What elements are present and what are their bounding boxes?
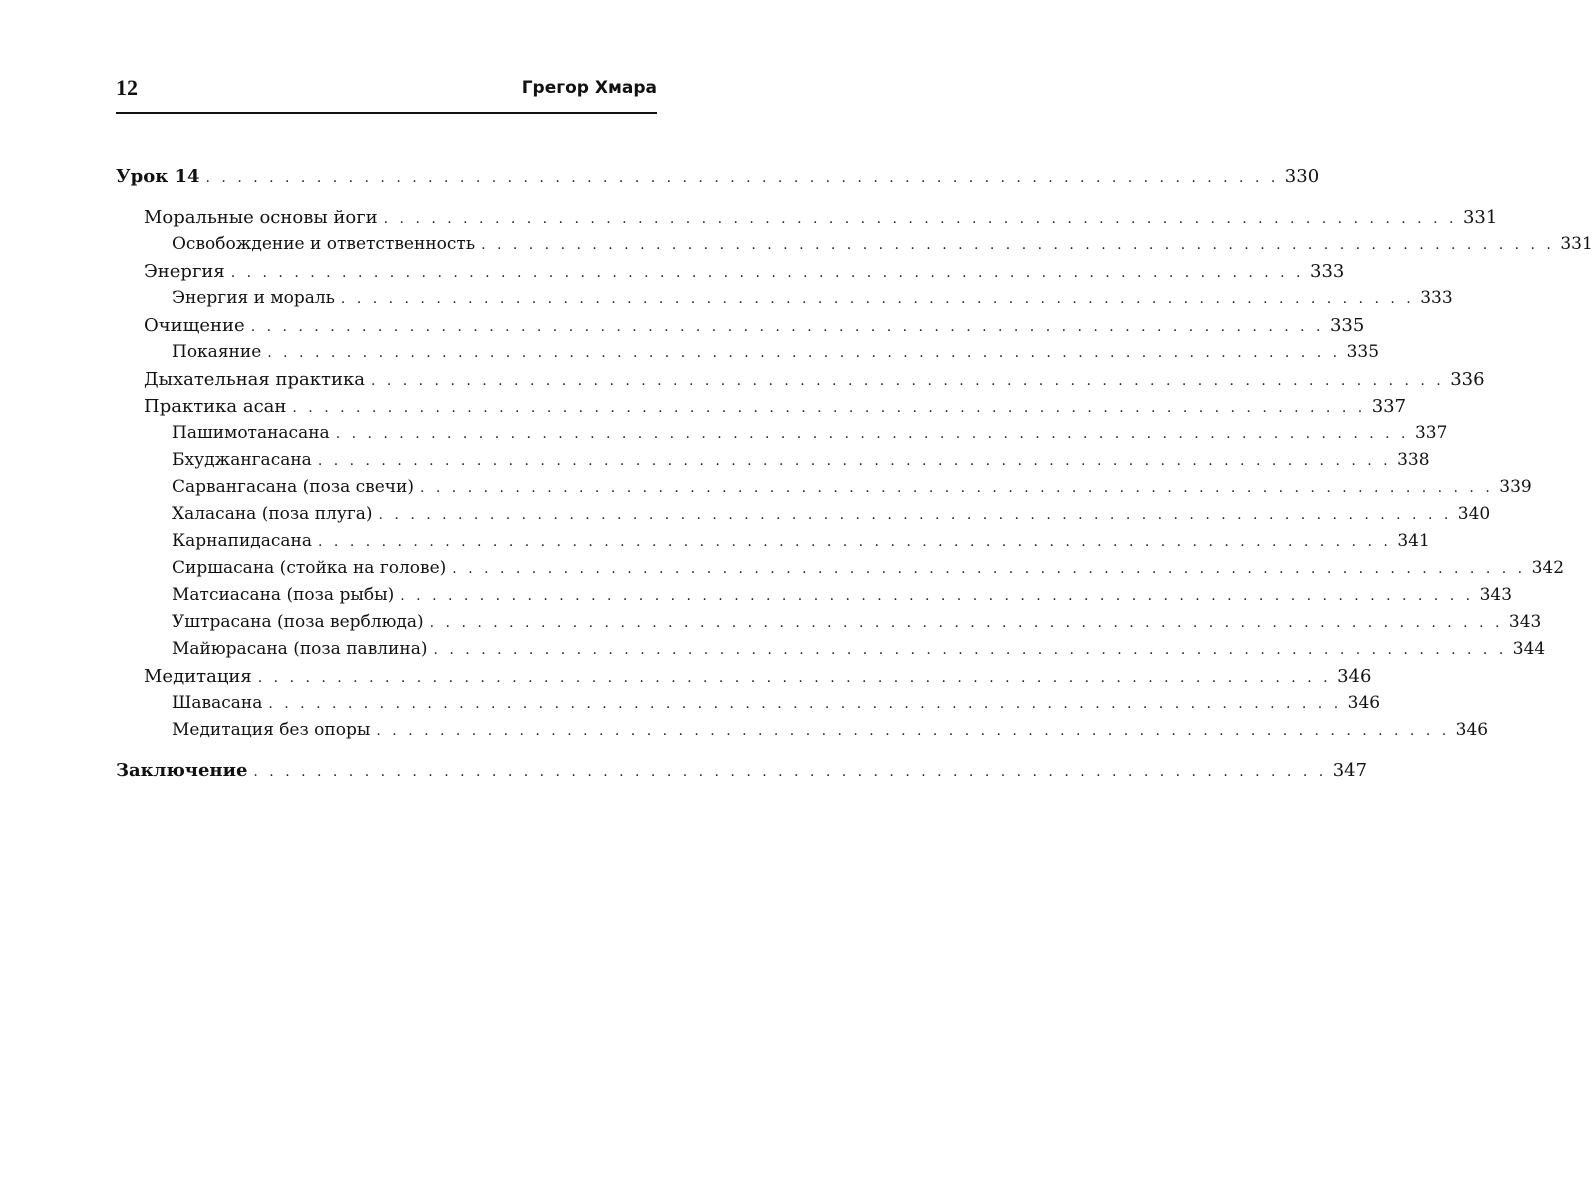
toc-entry-page: 331 xyxy=(1560,234,1593,254)
toc-dot-leader: . . . . . . . . . . . . . . . . . . . . . . . . . . . . . . . . . . . . . . . . . . . . . . . . . . . . . . . . . . . . . . . . . . . . xyxy=(257,670,1332,686)
toc-entry-page: 346 xyxy=(1337,666,1372,687)
toc-dot-leader: . . . . . . . . . . . . . . . . . . . . . . . . . . . . . . . . . . . . . . . . . . . . . . . . . . . . . . . . . . . . . . . . . . . . xyxy=(429,615,1503,631)
toc-entry-title: Заключение xyxy=(116,760,248,781)
toc-dot-leader: . . . . . . . . . . . . . . . . . . . . . . . . . . . . . . . . . . . . . . . . . . . . . . . . . . . . . . . . . . . . . . . . . . . . xyxy=(340,291,1415,307)
toc-dot-leader: . . . . . . . . . . . . . . . . . . . . . . . . . . . . . . . . . . . . . . . . . . . . . . . . . . . . . . . . . . . . . . . . . . . . xyxy=(268,696,1342,712)
toc-entry-energy-morality[interactable] xyxy=(116,285,1453,312)
toc-entry-title: Практика асан xyxy=(144,396,287,417)
toc-entry-page: 337 xyxy=(1371,396,1407,417)
toc-dot-leader: . . . . . . . . . . . . . . . . . . . . . . . . . . . . . . . . . . . . . . . . . . . . . . . . . . . . . . . . . . . . . . . . . . . . xyxy=(433,642,1507,658)
toc-entry-page: 337 xyxy=(1414,423,1448,443)
toc-entry-page: 344 xyxy=(1512,639,1546,659)
toc-entry-title: Энергия xyxy=(144,261,225,282)
toc-entry-breathing-practice[interactable] xyxy=(116,366,1485,393)
toc-entry-title: Очищение xyxy=(144,315,245,336)
toc-dot-leader: . . . . . . . . . . . . . . . . . . . . . . . . . . . . . . . . . . . . . . . . . . . . . . . . . . . . . . . . . . . . . . . . . . . . xyxy=(376,723,1450,739)
toc-dot-leader: . . . . . . . . . . . . . . . . . . . . . . . . . . . . . . . . . . . . . . . . . . . . . . . . . . . . . . . . . . . . . . . . . . . . xyxy=(400,588,1474,604)
toc-dot-leader: . . . . . . . . . . . . . . . . . . . . . . . . . . . . . . . . . . . . . . . . . . . . . . . . . . . . . . . . . . . . . . . . . . . . xyxy=(452,561,1526,577)
toc-dot-leader: . . . . . . . . . . . . . . . . . . . . . . . . . . . . . . . . . . . . . . . . . . . . . . . . . . . . . . . . . . . . . . . . . . . . xyxy=(292,400,1366,416)
running-head-author: Грегор Хмара xyxy=(521,78,657,98)
toc-entry-title: Покаяние xyxy=(172,342,262,362)
toc-dot-leader: . . . . . . . . . . . . . . . . . . . . . . . . . . . . . . . . . . . . . . . . . . . . . . . . . . . . . . . . . . . . . . . . . . . . xyxy=(317,453,1392,469)
toc-dot-leader: . . . . . . . . . . . . . . . . . . . . . . . . . . . . . . . . . . . . . . . . . . . . . . . . . . . . . . . . . . . . . . . . . . . . xyxy=(230,265,1305,281)
toc-entry-page: 330 xyxy=(1284,166,1320,187)
toc-dot-leader: . . . . . . . . . . . . . . . . . . . . . . . . . . . . . . . . . . . . . . . . . . . . . . . . . . . . . . . . . . . . . . . . . . . . xyxy=(481,237,1555,253)
toc-entry-page: 346 xyxy=(1347,693,1381,713)
toc-entry-page: 339 xyxy=(1499,477,1532,497)
toc-dot-leader: . . . . . . . . . . . . . . . . . . . . . . . . . . . . . . . . . . . . . . . . . . . . . . . . . . . . . . . . . . . . . . . . . . . . xyxy=(250,319,1324,335)
page-number: 12 xyxy=(116,75,138,100)
toc-entry-page: 346 xyxy=(1455,720,1489,740)
toc-entry-title: Энергия и мораль xyxy=(172,288,335,308)
toc-entry-liberation[interactable] xyxy=(116,231,1593,258)
toc-entry-title: Уштрасана (поза верблюда) xyxy=(172,612,424,632)
toc-dot-leader: . . . . . . . . . . . . . . . . . . . . . . . . . . . . . . . . . . . . . . . . . . . . . . . . . . . . . . . . . . . . . . . . . . . . xyxy=(335,426,1409,442)
toc-entry-title: Освобождение и ответственность xyxy=(172,234,476,254)
toc-entry-page: 336 xyxy=(1450,369,1485,390)
toc-entry-page: 341 xyxy=(1397,531,1430,551)
toc-entry-asana-practice[interactable] xyxy=(116,393,1407,420)
toc-dot-leader: . . . . . . . . . . . . . . . . . . . . . . . . . . . . . . . . . . . . . . . . . . . . . . . . . . . . . . . . . . . . . . . . . . . . xyxy=(267,345,1341,361)
toc-dot-leader: . . . . . . . . . . . . . . . . . . . . . . . . . . . . . . . . . . . . . . . . . . . . . . . . . . . . . . . . . . . . . . . . . . . . xyxy=(378,507,1452,523)
toc-entry-title: Урок 14 xyxy=(116,166,200,187)
toc-entry-title: Карнапидасана xyxy=(172,531,313,551)
toc-dot-leader: . . . . . . . . . . . . . . . . . . . . . . . . . . . . . . . . . . . . . . . . . . . . . . . . . . . . . . . . . . . . . . . . . . . . xyxy=(253,764,1327,780)
toc-entry-page: 335 xyxy=(1329,315,1365,336)
toc-entry-sarvangasana[interactable] xyxy=(116,474,1532,501)
toc-entry-lesson-14[interactable] xyxy=(116,162,1320,192)
toc-entry-title: Бхуджангасана xyxy=(172,450,312,470)
toc-entry-title: Шавасана xyxy=(172,693,263,713)
toc-entry-page: 340 xyxy=(1457,504,1491,524)
toc-entry-title: Моральные основы йоги xyxy=(144,207,378,228)
toc-entry-title: Сиршасана (стойка на голове) xyxy=(172,558,447,578)
toc-entry-title: Медитация xyxy=(144,666,252,687)
toc-dot-leader: . . . . . . . . . . . . . . . . . . . . . . . . . . . . . . . . . . . . . . . . . . . . . . . . . . . . . . . . . . . . . . . . . . . . xyxy=(370,373,1445,389)
toc-entry-page: 343 xyxy=(1479,585,1513,605)
toc-entry-mayurasana[interactable] xyxy=(116,636,1546,663)
toc-entry-title: Медитация без опоры xyxy=(172,720,371,740)
toc-entry-matsyasana[interactable] xyxy=(116,582,1513,609)
table-of-contents xyxy=(116,162,1593,786)
toc-entry-halasana[interactable] xyxy=(116,501,1491,528)
toc-entry-page: 343 xyxy=(1508,612,1542,632)
toc-entry-page: 347 xyxy=(1332,760,1368,781)
toc-entry-purification[interactable] xyxy=(116,312,1365,339)
toc-entry-title: Халасана (поза плуга) xyxy=(172,504,373,524)
toc-entry-shavasana[interactable] xyxy=(116,690,1381,717)
toc-dot-leader: . . . . . . . . . . . . . . . . . . . . . . . . . . . . . . . . . . . . . . . . . . . . . . . . . . . . . . . . . . . . . . . . . . . . xyxy=(318,534,1392,550)
toc-dot-leader: . . . . . . . . . . . . . . . . . . . . . . . . . . . . . . . . . . . . . . . . . . . . . . . . . . . . . . . . . . . . . . . . . . . . xyxy=(383,211,1457,227)
toc-dot-leader: . . . . . . . . . . . . . . . . . . . . . . . . . . . . . . . . . . . . . . . . . . . . . . . . . . . . . . . . . . . . . . . . . . . . xyxy=(205,170,1279,186)
header-rule xyxy=(116,112,657,114)
toc-entry-page: 338 xyxy=(1397,450,1430,470)
toc-entry-title: Сарвангасана (поза свечи) xyxy=(172,477,414,497)
toc-entry-title: Пашимотанасана xyxy=(172,423,330,443)
toc-entry-karnapidasana[interactable] xyxy=(116,528,1430,555)
toc-entry-paschimottanasana[interactable] xyxy=(116,420,1448,447)
toc-entry-conclusion[interactable] xyxy=(116,756,1368,786)
toc-entry-energy[interactable] xyxy=(116,258,1345,285)
toc-entry-sirsasana[interactable] xyxy=(116,555,1565,582)
toc-entry-unsupported-meditation[interactable] xyxy=(116,717,1489,744)
toc-entry-moral-foundations[interactable] xyxy=(116,204,1498,231)
toc-entry-repentance[interactable] xyxy=(116,339,1380,366)
toc-entry-ustrasana[interactable] xyxy=(116,609,1542,636)
toc-entry-title: Майюрасана (поза павлина) xyxy=(172,639,428,659)
toc-entry-bhujangasana[interactable] xyxy=(116,447,1430,474)
toc-entry-title: Дыхательная практика xyxy=(144,369,365,390)
toc-entry-page: 333 xyxy=(1310,261,1345,282)
toc-entry-meditation[interactable] xyxy=(116,663,1372,690)
toc-entry-title: Матсиасана (поза рыбы) xyxy=(172,585,395,605)
page-header xyxy=(116,74,657,102)
toc-entry-page: 333 xyxy=(1420,288,1453,308)
toc-dot-leader: . . . . . . . . . . . . . . . . . . . . . . . . . . . . . . . . . . . . . . . . . . . . . . . . . . . . . . . . . . . . . . . . . . . . xyxy=(420,480,1494,496)
toc-entry-page: 342 xyxy=(1531,558,1565,578)
toc-entry-page: 331 xyxy=(1462,207,1498,228)
toc-entry-page: 335 xyxy=(1346,342,1380,362)
